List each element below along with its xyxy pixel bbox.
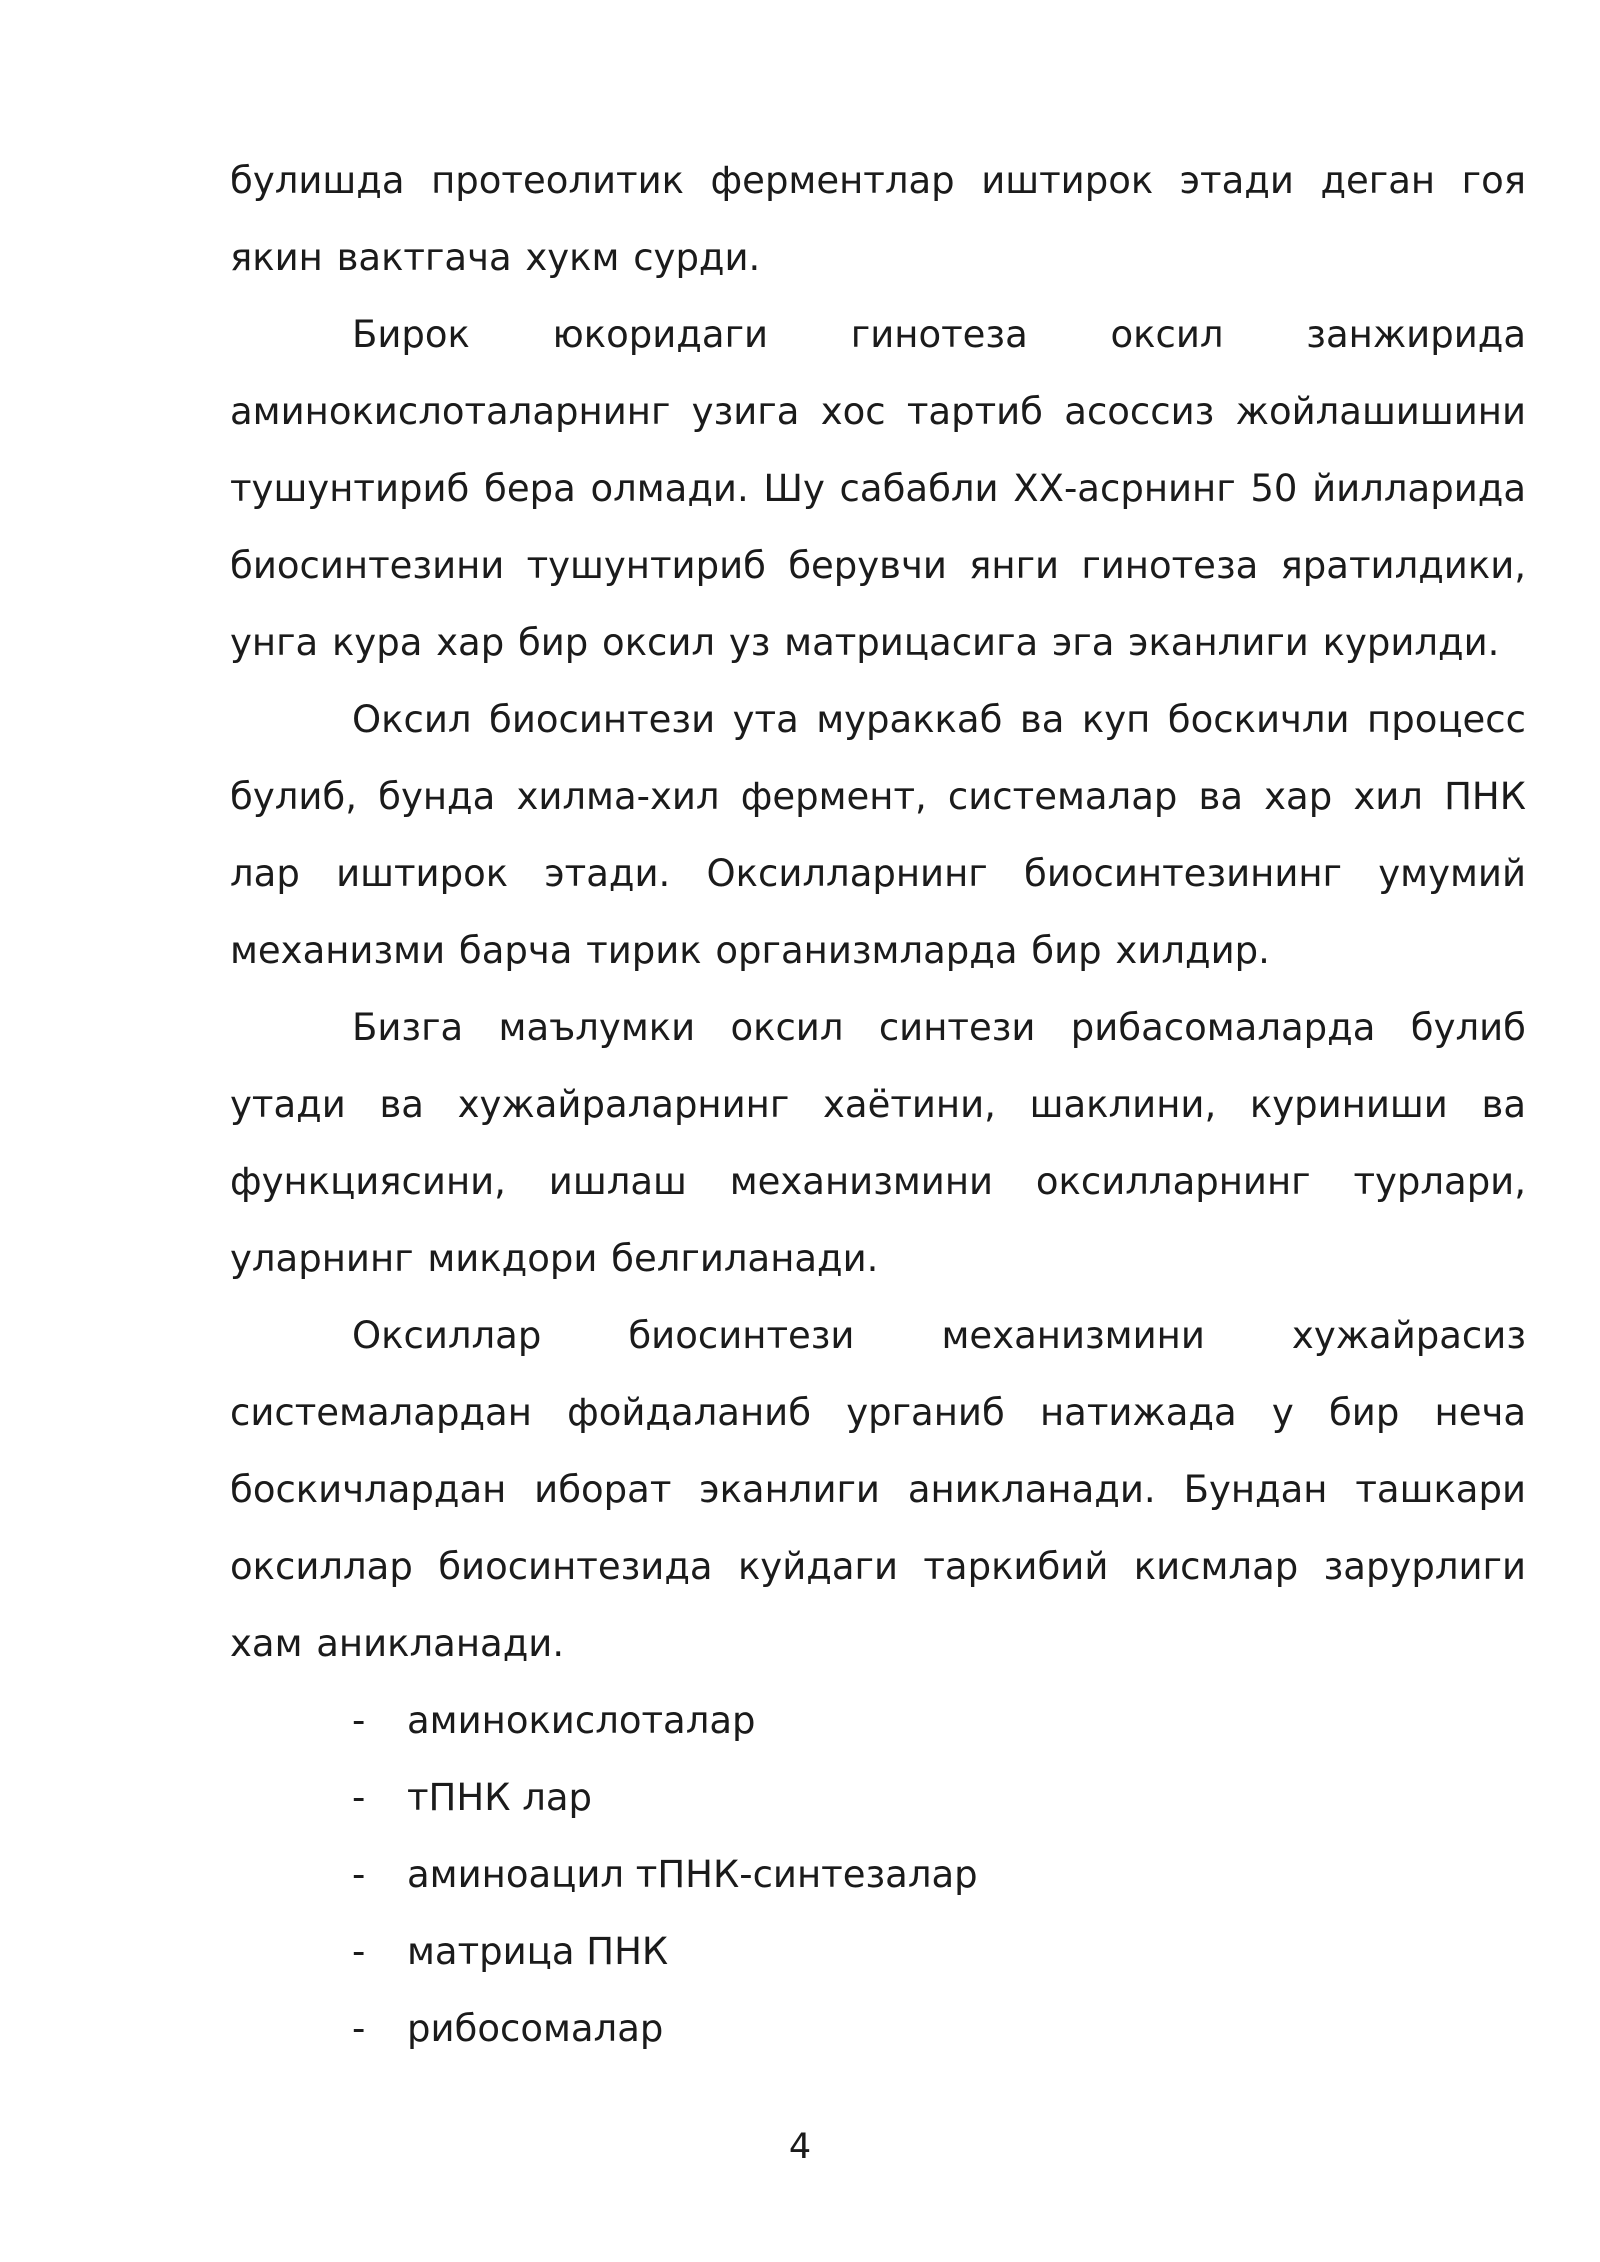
- paragraph-1: булишда протеолитик ферментлар иштирок этади деган гоя якин вактгача хукм сурди.: [230, 159, 1526, 279]
- paragraph-2: Бирок юкоридаги гинотеза оксил занжирида аминокислоталарнинг узига хос тартиб асоссиз жойлашишини тушунтириб бера олмади. Шу сабабли ХХ-асрнинг 50 йилларида биосинтезини тушунтириб берувчи янги гинотеза яратилдики, унга кура хар бир оксил уз матрицасига эга эканлиги курилди.: [230, 313, 1526, 664]
- list-item: [230, 1913, 1526, 1990]
- list-item: [230, 1990, 1526, 2067]
- list-item: [230, 1836, 1526, 1913]
- list-item: [230, 1759, 1526, 1836]
- paragraph-5: Оксиллар биосинтези механизмини хужайрасиз системалардан фойдаланиб урганиб натижада у бир неча боскичлардан иборат эканлиги аникланади. Бундан ташкари оксиллар биосинтезида куйдаги таркибий кисмлар зарурлиги хам аникланади.: [230, 1314, 1526, 1665]
- body-text: [230, 142, 1526, 2067]
- list-item-text: рибосомалар: [407, 2007, 664, 2050]
- list-dash: -: [352, 1930, 366, 1973]
- list-item-text: аминокислоталар: [407, 1699, 756, 1742]
- list-dash: -: [352, 1853, 366, 1896]
- list-item: [230, 1682, 1526, 1759]
- list-item-text: аминоацил тПНК-синтезалар: [407, 1853, 978, 1896]
- components-list: [230, 1682, 1526, 2067]
- paragraph-4: Бизга маълумки оксил синтези рибасомаларда булиб утади ва хужайраларнинг хаётини, шаклини, куриниши ва функциясини, ишлаш механизмини оксилларнинг турлари, уларнинг микдори белгиланади.: [230, 1006, 1526, 1280]
- list-item-text: матрица ПНК: [407, 1930, 669, 1973]
- page-number: 4: [788, 2127, 812, 2167]
- list-dash: -: [352, 1776, 366, 1819]
- list-dash: -: [352, 2007, 366, 2050]
- paragraph-3: Оксил биосинтези ута мураккаб ва куп боскичли процесс булиб, бунда хилма-хил фермент, системалар ва хар хил ПНК лар иштирок этади. Оксилларнинг биосинтезининг умумий механизми барча тирик организмларда бир хилдир.: [230, 698, 1526, 972]
- list-dash: -: [352, 1699, 366, 1742]
- list-item-text: тПНК лар: [407, 1776, 593, 1819]
